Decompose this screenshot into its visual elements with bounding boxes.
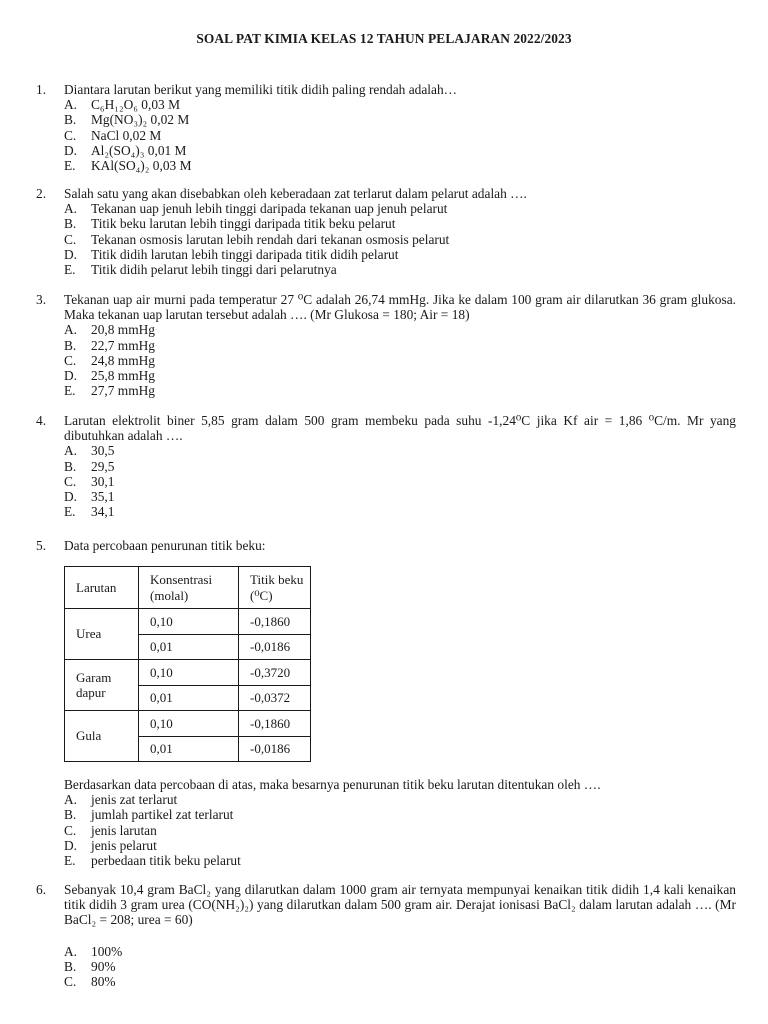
option-e[interactable]: E. 27,7 mmHg [64,383,155,399]
table-header-cell: Konsentrasi (molal) [139,567,239,609]
option-a[interactable]: A. C₆H₁₂O₆ 0,03 M [64,97,180,113]
question-5-followup [36,777,716,868]
table-group-cell: Garam dapur [65,660,139,711]
table-group-cell: Gula [65,711,139,762]
option-d[interactable]: D. jenis pelarut [64,837,157,853]
option-d[interactable]: D. 35,1 [64,488,115,504]
table-cell: -0,0186 [239,736,311,762]
option-b[interactable]: B. jumlah partikel zat terlarut [64,807,234,823]
question-stem: Data percobaan penurunan titik beku: [64,538,266,553]
table-cell: -0,1860 [239,711,311,737]
question-stem: Salah satu yang akan disebabkan oleh keberadaan zat terlarut dalam pelarut adalah …. [64,186,527,201]
table-cell: 0,01 [139,685,239,711]
option-a[interactable]: A. 100% [64,943,123,959]
table-cell: -0,3720 [239,660,311,686]
option-e[interactable]: E. perbedaan titik beku pelarut [64,852,241,868]
option-c[interactable]: C. 30,1 [64,473,115,489]
question-stem: Diantara larutan berikut yang memiliki titik didih paling rendah adalah… [64,82,458,97]
table-cell: -0,1860 [239,609,311,635]
option-d[interactable]: D. Al₂(SO₄)₃ 0,01 M [64,142,187,158]
table-cell: -0,0186 [239,634,311,660]
option-c[interactable]: C. 80% [64,973,116,989]
question-number: 2. [36,186,47,201]
option-c[interactable]: C. Tekanan osmosis larutan lebih rendah dari tekanan osmosis pelarut [64,231,450,247]
table-cell: 0,01 [139,736,239,762]
question-stem: Tekanan uap air murni pada temperatur 27 ⁰C adalah 26,74 mmHg. Jika ke dalam 100 gram air dilarutkan 36 gram glukosa. Maka tekanan uap larutan tersebut adalah …. (Mr Glukosa = 180; Air = 18) [64,292,736,323]
question-5 [36,538,736,553]
option-b[interactable]: B. 22,7 mmHg [64,337,155,353]
question-number: 5. [36,538,47,553]
question-6 [36,882,736,989]
option-a[interactable]: A. 20,8 mmHg [64,322,155,338]
table-row [65,609,311,635]
option-b[interactable]: B. 29,5 [64,458,115,474]
question-3 [36,292,736,398]
option-a[interactable]: A. jenis zat terlarut [64,792,178,808]
page-title: SOAL PAT KIMIA KELAS 12 TAHUN PELAJARAN 2022/2023 [196,31,572,46]
table-cell: -0,0372 [239,685,311,711]
question-number: 1. [36,82,47,97]
option-c[interactable]: C. jenis larutan [64,822,157,838]
option-b[interactable]: B. Mg(NO₃)₂ 0,02 M [64,112,190,128]
option-a[interactable]: A. Tekanan uap jenuh lebih tinggi daripada tekanan uap jenuh pelarut [64,201,448,217]
table-row [65,660,311,686]
question-2 [36,186,736,277]
freezing-point-table [64,566,311,762]
option-a[interactable]: A. 30,5 [64,443,115,459]
question-1 [36,82,736,173]
table-cell: 0,10 [139,711,239,737]
question-number: 4. [36,413,47,428]
table-cell: 0,10 [139,609,239,635]
table-group-cell: Urea [65,609,139,660]
option-e[interactable]: E. KAl(SO₄)₂ 0,03 M [64,157,192,173]
question-number: 3. [36,292,47,307]
option-c[interactable]: C. 24,8 mmHg [64,352,155,368]
table-cell: 0,10 [139,660,239,686]
question-stem: Sebanyak 10,4 gram BaCl₂ yang dilarutkan dalam 1000 gram air ternyata mempunyai kenaikan titik didih 1,4 kali kenaikan titik didih 3 gram urea (CO(NH₂)₂) yang dilarutkan dalam 500 gram air. Derajat ionisasi BaCl₂ dalam larutan adalah …. (Mr BaCl₂ = 208; urea = 60) [64,882,736,928]
table-header-cell: Larutan [65,567,139,609]
option-b[interactable]: B. Titik beku larutan lebih tinggi daripada titik beku pelarut [64,216,396,232]
option-b[interactable]: B. 90% [64,958,116,974]
question-followup: Berdasarkan data percobaan di atas, maka besarnya penurunan titik beku larutan ditentukan oleh …. [64,777,601,792]
question-stem: Larutan elektrolit biner 5,85 gram dalam 500 gram membeku pada suhu -1,24⁰C jika Kf air = 1,86 ⁰C/m. Mr yang dibutuhkan adalah …. [64,413,736,444]
table-cell: 0,01 [139,634,239,660]
option-e[interactable]: E. Titik didih pelarut lebih tinggi dari pelarutnya [64,261,337,277]
question-4 [36,413,736,519]
table-row [65,711,311,737]
option-c[interactable]: C. NaCl 0,02 M [64,127,162,143]
option-d[interactable]: D. Titik didih larutan lebih tinggi daripada titik didih pelarut [64,246,399,262]
question-number: 6. [36,882,47,897]
table-header-cell: Titik beku (⁰C) [239,567,311,609]
option-d[interactable]: D. 25,8 mmHg [64,367,155,383]
table-header-row [65,567,311,609]
option-e[interactable]: E. 34,1 [64,504,115,520]
